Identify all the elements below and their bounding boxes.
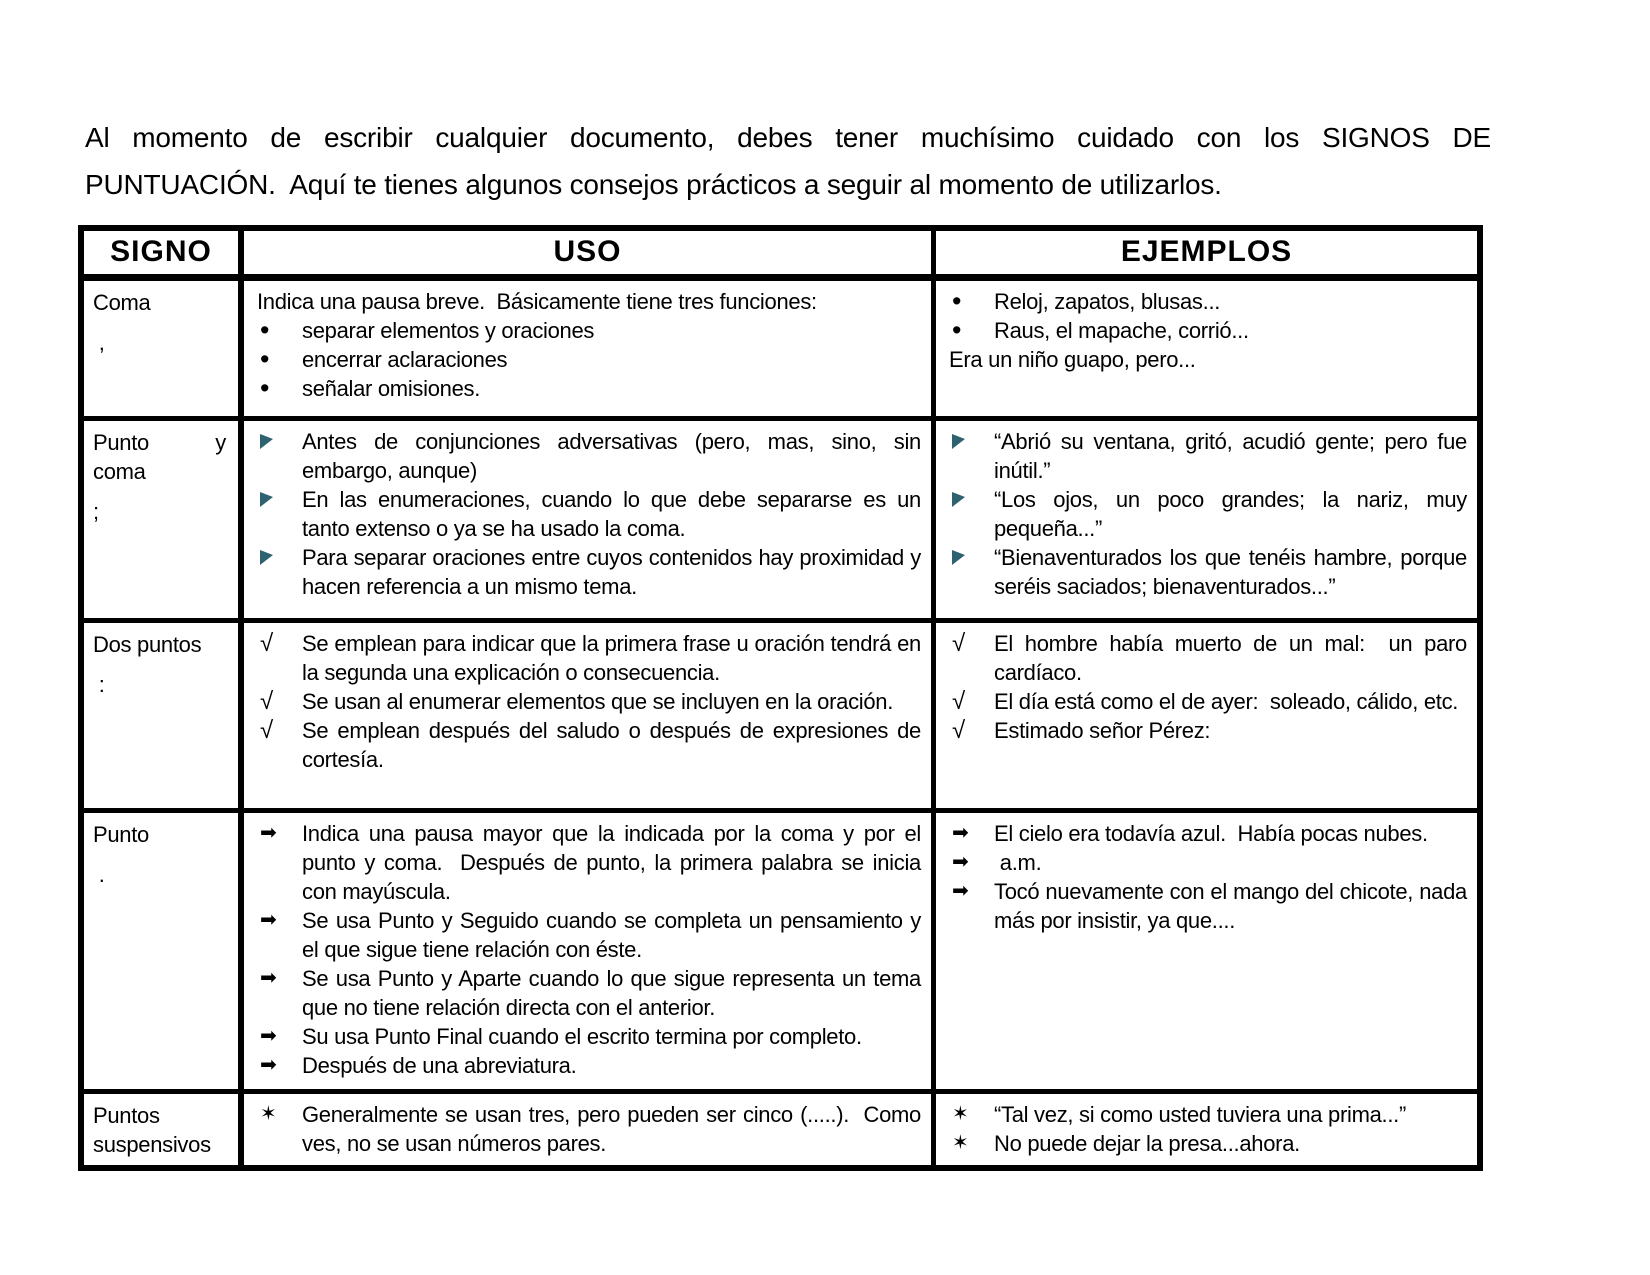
uso-item: ➡ Se usa Punto y Seguido cuando se completa un pensamiento y el que sigue tiene relación con éste.	[257, 906, 921, 964]
table-row-punto	[84, 808, 1477, 1089]
arrow-icon: ➡	[952, 851, 969, 873]
uso-item: √ Se emplean para indicar que la primera frase u oración tendrá en la segunda una explicación o consecuencia.	[257, 629, 921, 687]
ejemplo-item: “Abrió su ventana, gritó, acudió gente; pero fue inútil.”	[949, 427, 1467, 485]
pennant-icon	[952, 434, 965, 449]
uso-cell	[244, 281, 931, 409]
check-icon: √	[952, 630, 965, 657]
ejemplos-cell	[936, 813, 1477, 941]
ejemplo-item: “Los ojos, un poco grandes; la nariz, muy pequeña...”	[949, 485, 1467, 543]
pennant-icon	[260, 492, 273, 507]
sign-name: Punto	[93, 822, 149, 847]
check-icon: √	[952, 688, 965, 715]
table-header-row	[84, 231, 1477, 281]
star-icon: ✶	[952, 1132, 969, 1154]
sign-symbol: ,	[93, 330, 105, 355]
sign-cell	[84, 813, 238, 895]
uso-item: ✶ Generalmente se usan tres, pero pueden ser cinco (.....). Como ves, no se usan números pares.	[257, 1100, 921, 1158]
ejemplo-item: ✶ “Tal vez, si como usted tuviera una prima...”	[949, 1100, 1467, 1129]
bullet-icon: •	[952, 286, 962, 316]
arrow-icon: ➡	[260, 1054, 277, 1076]
uso-cell	[244, 421, 931, 607]
check-icon: √	[260, 717, 273, 744]
uso-item: ➡ Su usa Punto Final cuando el escrito termina por completo.	[257, 1022, 921, 1051]
ejemplo-item: √ El hombre había muerto de un mal: un paro cardíaco.	[949, 629, 1467, 687]
uso-item: ➡ Se usa Punto y Aparte cuando lo que sigue representa un tema que no tiene relación directa con el anterior.	[257, 964, 921, 1022]
pennant-icon	[952, 492, 965, 507]
ejemplo-item: ➡ a.m.	[949, 848, 1467, 877]
ejemplos-cell	[936, 1094, 1477, 1164]
pennant-icon	[260, 434, 273, 449]
sign-cell	[84, 281, 238, 363]
uso-cell	[244, 813, 931, 1086]
check-icon: √	[260, 688, 273, 715]
star-icon: ✶	[952, 1103, 969, 1125]
arrow-icon: ➡	[260, 909, 277, 931]
ejemplo-tail-text: Era un niño guapo, pero...	[949, 347, 1196, 372]
sign-name: Punto y	[93, 430, 226, 455]
uso-item: En las enumeraciones, cuando lo que debe separarse es un tanto extenso o ya se ha usado la coma.	[257, 485, 921, 543]
ejemplo-item: ➡ Tocó nuevamente con el mango del chicote, nada más por insistir, ya que....	[949, 877, 1467, 935]
pennant-icon	[260, 550, 273, 565]
uso-item: √ Se emplean después del saludo o después de expresiones de cortesía.	[257, 716, 921, 774]
uso-item: • encerrar aclaraciones	[257, 345, 921, 374]
sign-symbol: .	[93, 862, 105, 887]
ejemplo-item: √ El día está como el de ayer: soleado, cálido, etc.	[949, 687, 1467, 716]
sign-cell	[84, 421, 238, 532]
uso-item: • separar elementos y oraciones	[257, 316, 921, 345]
uso-intro-text: Indica una pausa breve. Básicamente tiene tres funciones:	[257, 289, 817, 314]
ejemplo-item: √ Estimado señor Pérez:	[949, 716, 1467, 745]
check-icon: √	[260, 630, 273, 657]
uso-item: • señalar omisiones.	[257, 374, 921, 403]
arrow-icon: ➡	[952, 880, 969, 902]
uso-item: Para separar oraciones entre cuyos contenidos hay proximidad y hacen referencia a un mismo tema.	[257, 543, 921, 601]
punctuation-table	[78, 225, 1483, 1171]
ejemplo-item: • Raus, el mapache, corrió...	[949, 316, 1467, 345]
bullet-icon: •	[260, 344, 270, 374]
sign-name: Puntos	[93, 1103, 160, 1128]
check-icon: √	[952, 717, 965, 744]
pennant-icon	[952, 550, 965, 565]
sign-name: Dos puntos	[93, 632, 202, 657]
uso-cell	[244, 1094, 931, 1164]
sign-symbol: ;	[93, 499, 99, 524]
bullet-icon: •	[260, 373, 270, 403]
column-header-uso: USO	[244, 231, 936, 274]
bullet-icon: •	[260, 315, 270, 345]
column-header-signo: SIGNO	[84, 231, 244, 274]
sign-name: Coma	[93, 290, 151, 315]
ejemplo-item: ➡ El cielo era todavía azul. Había pocas nubes.	[949, 819, 1467, 848]
arrow-icon: ➡	[260, 967, 277, 989]
intro-paragraph: Al momento de escribir cualquier documento, debes tener muchísimo cuidado con los SIGNOS DE PUNTUACIÓN. Aquí te tienes algunos consejos prácticos a seguir al momento de utilizarlos.	[85, 122, 1491, 200]
uso-item: ➡ Después de una abreviatura.	[257, 1051, 921, 1080]
column-header-ejemplos: EJEMPLOS	[1120, 235, 1293, 268]
ejemplo-item: “Bienaventurados los que tenéis hambre, porque seréis saciados; bienaventurados...”	[949, 543, 1467, 601]
uso-item: Antes de conjunciones adversativas (pero, mas, sino, sin embargo, aunque)	[257, 427, 921, 485]
sign-symbol: :	[93, 672, 105, 697]
sign-cell	[84, 623, 238, 705]
table-row-punto-y-coma	[84, 416, 1477, 618]
sign-name: suspensivos	[93, 1132, 211, 1157]
sign-cell	[84, 1094, 238, 1165]
uso-cell	[244, 623, 931, 780]
table-row-coma	[84, 281, 1477, 416]
ejemplos-cell	[936, 281, 1477, 380]
ejemplos-cell	[936, 421, 1477, 607]
table-row-puntos-suspensivos	[84, 1089, 1477, 1165]
arrow-icon: ➡	[952, 822, 969, 844]
arrow-icon: ➡	[260, 1025, 277, 1047]
ejemplo-item: • Reloj, zapatos, blusas...	[949, 287, 1467, 316]
ejemplos-cell	[936, 623, 1477, 751]
arrow-icon: ➡	[260, 822, 277, 844]
uso-item: ➡ Indica una pausa mayor que la indicada por la coma y por el punto y coma. Después de punto, la primera palabra se inicia con mayúscula.	[257, 819, 921, 906]
sign-name: coma	[93, 459, 146, 484]
uso-item: √ Se usan al enumerar elementos que se incluyen en la oración.	[257, 687, 921, 716]
ejemplo-item: ✶ No puede dejar la presa...ahora.	[949, 1129, 1467, 1158]
table-row-dos-puntos	[84, 618, 1477, 808]
bullet-icon: •	[952, 315, 962, 345]
star-icon: ✶	[260, 1103, 277, 1125]
